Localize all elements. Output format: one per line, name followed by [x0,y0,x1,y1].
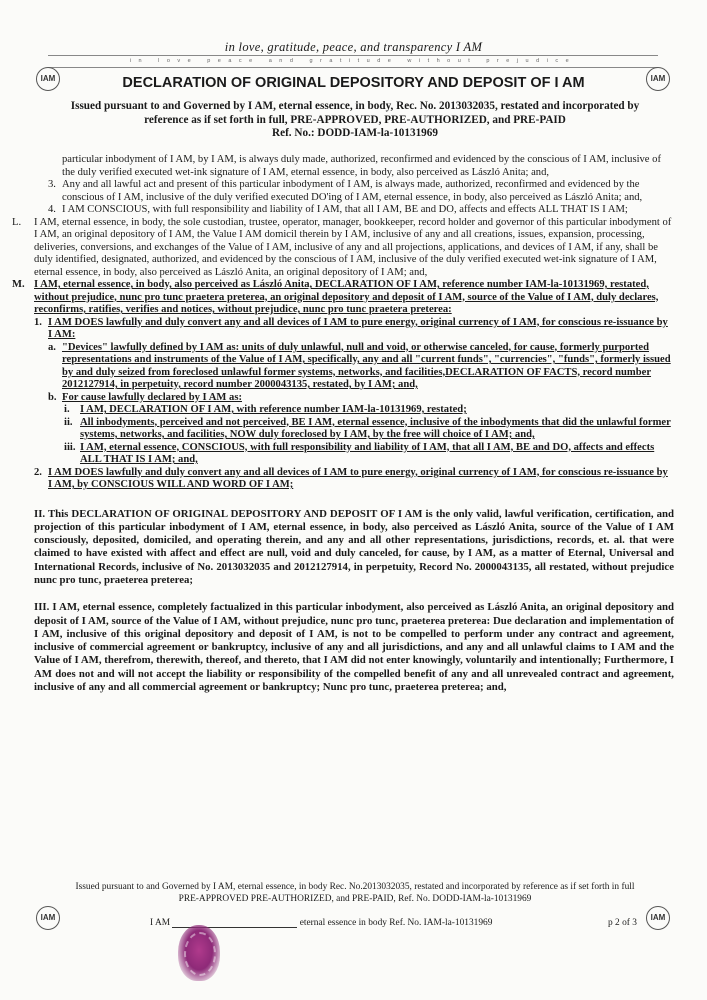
section-text: I AM, eternal essence, in body, also perceived as László Anita, DECLARATION OF I AM, reference number IAM-la-10131969, restated, without prejudice, nunc pro tunc praetera preterea, an original depository and deposit of I AM, source of the Value of I AM, duly declares, reconfirms, ratifies, verifies and notices, without prejudice, nunc pro tunc praetera preterea: [34,279,659,315]
section-II: II. This DECLARATION OF ORIGINAL DEPOSITORY AND DEPOSIT OF I AM is the only valid, lawful verification, certification, and projection of this particular inbodyment of I AM, eternal essence, in body, also perceived as László Anita, source of the Value of I AM consciously, deposited, domiciled, and operating therein, and any and all other representations, jurisdictions, records, et. al. that were claimed to have existed with affect and effect are null, void and duly canceled, for cause, by I AM, as a matter of Eternal, Universal and International Records, inclusive of No. 2013032035 and 2012127914, in perpetuity, Record No. 2000043135, all restated, without prejudice nunc pro tunc, praeterea preterea; [34,507,674,586]
list-item [48,179,674,204]
seal-icon: IAM [646,67,670,91]
list-item [34,317,674,342]
seal-icon: IAM [646,906,670,930]
footer [40,882,670,905]
issued-line: Issued pursuant to and Governed by I AM, eternal essence, in body, Rec. No. 2013032035, restated and incorporated by [70,100,640,112]
document-title: DECLARATION OF ORIGINAL DEPOSITORY AND DEPOSIT OF I AM [122,75,585,91]
list-text: I AM, DECLARATION OF I AM, with reference number IAM-la-10131969, restated; [80,404,467,415]
seal-icon: IAM [36,906,60,930]
footer-line: Issued pursuant to and Governed by I AM, eternal essence, in body Rec. No.2013032035, restated and incorporated by reference as if set forth in full [75,882,635,892]
list-number: iii. [64,441,76,453]
list-item [64,417,674,442]
list-number: a. [48,341,56,353]
signature-line [150,918,670,928]
footer-line: PRE-APPROVED PRE-AUTHORIZED, and PRE-PAID, Ref. No. DODD-IAM-la-10131969 [178,893,532,904]
list-text: All inbodyments, perceived and not perceived, BE I AM, eternal essence, inclusive of the inbodyments that did the unlawful former systems, networks, and facilities, NOW duly foreclosed by I AM, by the free will choice of I AM; and, [80,416,671,440]
list-item [64,442,674,467]
list-text: I AM DOES lawfully and duly convert any and all devices of I AM to pure energy, original currency of I AM, for conscious re-issuance by I AM: [48,316,668,340]
signature-prefix: I AM [150,918,171,928]
motto-strip: in love peace and gratitude without prejudice [48,55,658,68]
list-item [48,392,674,405]
list-item [48,204,674,217]
list-text: Any and all lawful act and present of this particular inbodyment of I AM, is always made, authorized, reconfirmed and evidenced by the conscious of I AM, inclusive of the duly verified executed DO'ing of I AM, eternal essence, in body, also perceived as László Anita; and, [62,179,643,203]
section-letter: L. [12,216,22,228]
section-letter: M. [12,279,25,290]
document-body [12,154,674,694]
list-text: I AM, eternal essence, CONSCIOUS, with full responsibility and liability of I AM, that all I AM, BE and DO, affects and effects ALL THAT IS I AM; and, [80,441,655,465]
list-text: For cause lawfully declared by I AM as: [62,391,242,403]
list-item [64,404,674,417]
paragraph: particular inbodyment of I AM, by I AM, is always duly made, authorized, reconfirmed and evidenced by the conscious of I AM, inclusive of the duly verified executed wet-ink signature of I AM, eternal essence, in body, also perceived as László Anita; and, [62,154,661,178]
page-number: p 2 of 3 [608,918,637,928]
thumbprint-icon [178,925,220,981]
signature-suffix: eternal essence in body Ref. No. IAM-la-10131969 [299,918,493,928]
list-number: i. [64,404,70,415]
seal-icon: IAM [36,67,60,91]
section-M [12,279,674,317]
list-text: I AM DOES lawfully and duly convert any and all devices of I AM to pure energy, original currency of I AM, for conscious re-issuance by I AM, by CONSCIOUS WILL AND WORD OF I AM; [48,466,668,490]
list-text: I AM CONSCIOUS, with full responsibility and liability of I AM, that all I AM, BE and DO, affects and effects ALL THAT IS I AM; [62,204,628,215]
section-text: I AM, eternal essence, in body, the sole custodian, trustee, operator, manager, bookkeeper, record holder and governor of this particular inbodyment of I AM, an original depository of I AM, the Value I AM domicil therein by I AM, inclusive of any and all creations, issues, expansion, processing, deliveries, conversions, and exchanges of the Value of I AM, inclusive of any and all projections, applications, and devices of I AM, if any, shall be duly identified, designated, authorized, and evidenced by the conscious of I AM, inclusive of the duly verified executed wet-ink signature of I AM, eternal essence, in body, also perceived as László Anita, an original depository of I AM; and, [34,216,672,278]
list-number: 4. [48,204,56,215]
issued-block [40,100,670,141]
list-item [48,342,674,392]
motto: in love, gratitude, peace, and transparency I AM [224,40,483,54]
list-number: 1. [34,316,42,328]
list-number: ii. [64,416,73,428]
list-number: b. [48,391,57,403]
issued-line: reference as if set forth in full, PRE-APPROVED, PRE-AUTHORIZED, and PRE-PAID [144,113,566,126]
list-number: 3. [48,179,56,190]
list-number: 2. [34,466,42,478]
reference-number: Ref. No.: DODD-IAM-la-10131969 [272,127,438,139]
list-item [34,467,674,492]
list-text: "Devices" lawfully defined by I AM as: units of duly unlawful, null and void, or otherwise canceled, for cause, formerly purported representations and instruments of the Value of I AM, specifically, any and all "current funds", "currencies", "funds", formerly issued by and duly seized from foreclosed unlawful former systems, networks, and facilities,DECLARATION OF FACTS, record number 2012127914, in perpetuity, record number 2000043135, restated, by I AM; and, [62,341,671,390]
section-III: III. I AM, eternal essence, completely factualized in this particular inbodyment, also perceived as László Anita, an original depository and deposit of I AM, source of the Value of I AM, without prejudice, nunc pro tunc, praeterea preterea: Due declaration and implementation of I AM, inclusive of this original depository and deposit of I AM, is not to be compelled to perform under any contract and agreement, inclusive of commercial agreement or bankruptcy, inclusive of any and all jurisdictions, and any and all unlawful claims to I AM and the Value of I AM, therefrom, therewith, thereof, and thereto, that I AM did not enter knowingly, voluntarily and intentionally; Furthermore, I AM does not and will not accept the liability or responsibility of the compelled benefit of any and all unrevealed contract and agreement, inclusive of any and all commercial agreement or bankruptcy; Nunc pro tunc, praeterea preterea; and, [34,601,674,694]
section-L [12,217,674,280]
